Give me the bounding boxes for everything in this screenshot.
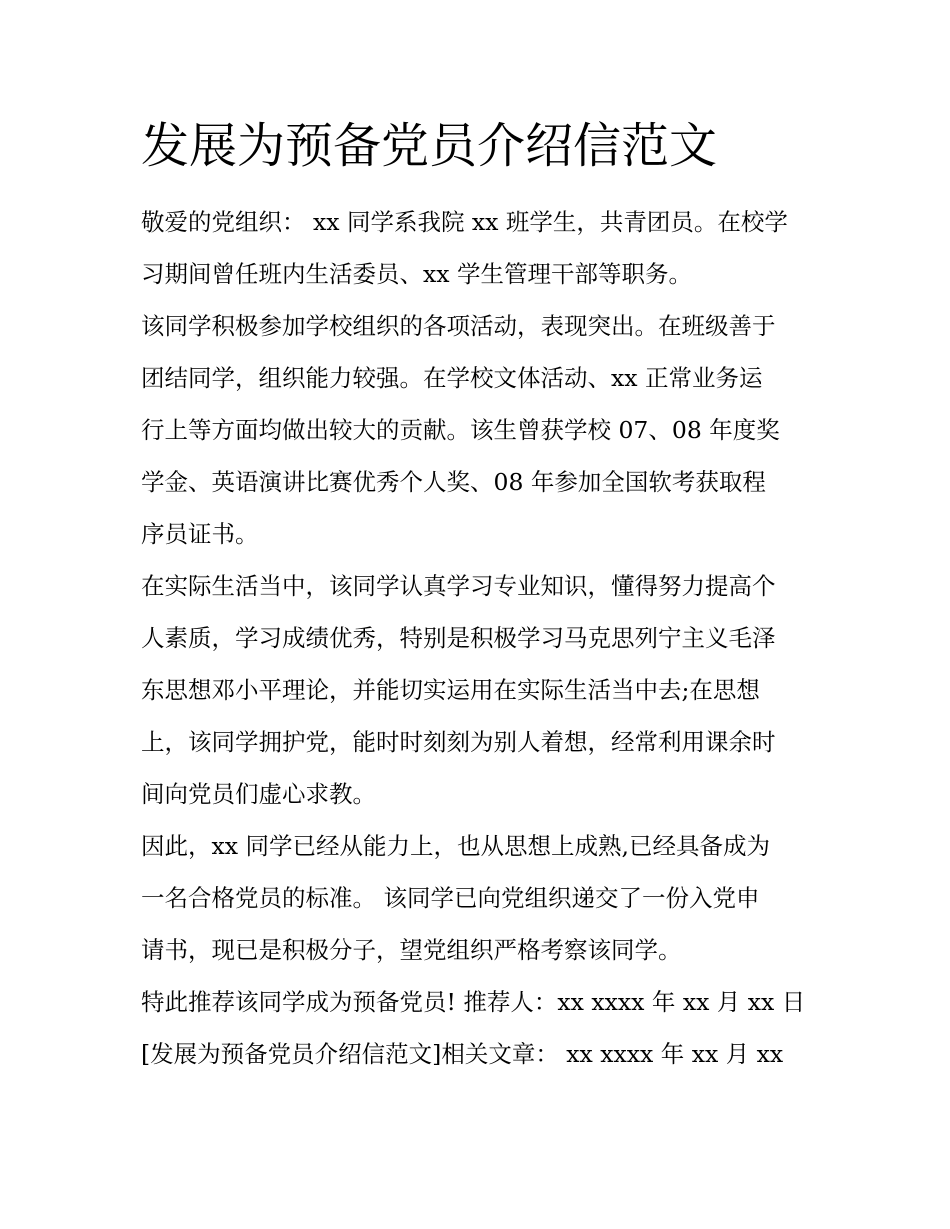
body-line: 在实际生活当中，该同学认真学习专业知识，懂得努力提高个 [141, 572, 776, 600]
body-line: 行上等方面均做出较大的贡献。该生曾获学校 07、08 年度奖 [141, 416, 780, 444]
document-title: 发展为预备党员介绍信范文 [141, 118, 718, 174]
body-line: 间向党员们虚心求教。 [141, 780, 376, 808]
body-line: 学金、英语演讲比赛优秀个人奖、08 年参加全国软考获取程 [141, 468, 766, 496]
body-line: 敬爱的党组织： xx 同学系我院 xx 班学生，共青团员。在校学 [141, 208, 788, 236]
body-line: 团结同学，组织能力较强。在学校文体活动、xx 正常业务运 [141, 364, 763, 392]
body-line: 一名合格党员的标准。 该同学已向党组织递交了一份入党申 [141, 884, 760, 912]
body-line: 因此，xx 同学已经从能力上，也从思想上成熟,已经具备成为 [141, 832, 770, 860]
body-line: 上，该同学拥护党，能时时刻刻为别人着想，经常利用课余时 [141, 728, 776, 756]
body-line: [发展为预备党员介绍信范文]相关文章： xx xxxx 年 xx 月 xx [141, 1040, 784, 1068]
body-line: 人素质，学习成绩优秀，特别是积极学习马克思列宁主义毛泽 [141, 624, 776, 652]
body-line: 特此推荐该同学成为预备党员! 推荐人：xx xxxx 年 xx 月 xx 日 [141, 988, 806, 1016]
document-body [141, 196, 831, 1080]
body-line: 习期间曾任班内生活委员、xx 学生管理干部等职务。 [141, 260, 692, 288]
body-line: 请书，现已是积极分子，望党组织严格考察该同学。 [141, 936, 682, 964]
body-line: 该同学积极参加学校组织的各项活动，表现突出。在班级善于 [141, 312, 776, 340]
body-line: 东思想邓小平理论，并能切实运用在实际生活当中去;在思想 [141, 676, 760, 704]
body-line: 序员证书。 [141, 520, 259, 548]
